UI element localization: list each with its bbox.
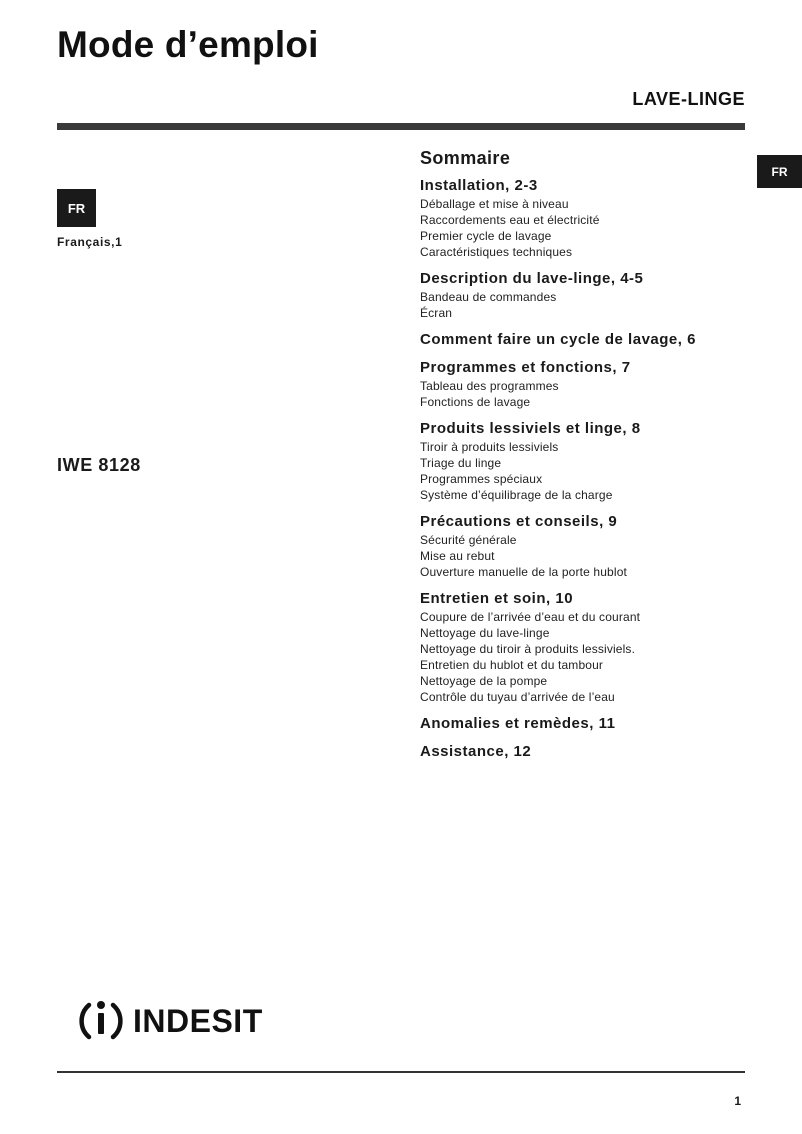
- toc-item: Sécurité générale: [420, 533, 517, 547]
- toc-heading: Sommaire: [420, 148, 511, 168]
- page-number: 1: [734, 1094, 741, 1108]
- toc-section-title: Programmes et fonctions, 7: [420, 359, 631, 376]
- toc-item: Triage du linge: [420, 456, 502, 470]
- toc-section: [420, 715, 745, 733]
- toc-section-title: Description du lave-linge, 4-5: [420, 270, 644, 287]
- toc-item: Caractéristiques techniques: [420, 245, 573, 259]
- indesit-i-logo-icon: [75, 995, 127, 1047]
- brand-logo: [75, 995, 263, 1047]
- toc-section-title: Installation, 2-3: [420, 177, 538, 194]
- toc-section-title: Anomalies et remèdes, 11: [420, 715, 616, 732]
- toc-section-title: Assistance, 12: [420, 743, 532, 760]
- toc-item: Premier cycle de lavage: [420, 229, 552, 243]
- toc-item: Écran: [420, 306, 453, 320]
- toc-item: Raccordements eau et électricité: [420, 213, 600, 227]
- toc-section-title: Entretien et soin, 10: [420, 590, 574, 607]
- toc-item: Système d’équilibrage de la charge: [420, 488, 613, 502]
- toc-section-title: Précautions et conseils, 9: [420, 513, 618, 530]
- language-label: Français,1: [57, 235, 123, 249]
- toc-section: [420, 270, 745, 321]
- toc-item: Nettoyage du lave-linge: [420, 626, 550, 640]
- toc-item: Nettoyage du tiroir à produits lessiviels.: [420, 642, 636, 656]
- page-title: Mode d’emploi: [57, 24, 319, 65]
- toc-section: [420, 331, 745, 349]
- brand-name: INDESIT: [133, 1002, 263, 1039]
- toc-section: [420, 743, 745, 761]
- toc-section-title: Produits lessiviels et linge, 8: [420, 420, 641, 437]
- toc-section: [420, 590, 745, 705]
- language-badge: FR: [57, 189, 96, 227]
- toc-item: Nettoyage de la pompe: [420, 674, 548, 688]
- toc-item: Entretien du hublot et du tambour: [420, 658, 604, 672]
- toc-section: [420, 359, 745, 410]
- toc-item: Mise au rebut: [420, 549, 495, 563]
- top-divider: [57, 123, 745, 130]
- toc-item: Coupure de l’arrivée d’eau et du courant: [420, 610, 641, 624]
- toc-item: Tiroir à produits lessiviels: [420, 440, 559, 454]
- toc-item: Ouverture manuelle de la porte hublot: [420, 565, 628, 579]
- toc-section: [420, 513, 745, 580]
- toc-sections: [420, 177, 745, 761]
- bottom-divider: [57, 1071, 745, 1073]
- toc-section: [420, 420, 745, 503]
- language-side-tab: FR: [757, 155, 802, 188]
- toc-item: Bandeau de commandes: [420, 290, 557, 304]
- toc-item: Programmes spéciaux: [420, 472, 543, 486]
- model-number: IWE 8128: [57, 455, 141, 475]
- toc-section-title: Comment faire un cycle de lavage, 6: [420, 331, 696, 348]
- table-of-contents: [420, 146, 745, 771]
- toc-item: Contrôle du tuyau d’arrivée de l’eau: [420, 690, 615, 704]
- toc-section: [420, 177, 745, 260]
- toc-item: Fonctions de lavage: [420, 395, 531, 409]
- document-type: LAVE-LINGE: [632, 89, 745, 109]
- toc-item: Tableau des programmes: [420, 379, 559, 393]
- toc-item: Déballage et mise à niveau: [420, 197, 569, 211]
